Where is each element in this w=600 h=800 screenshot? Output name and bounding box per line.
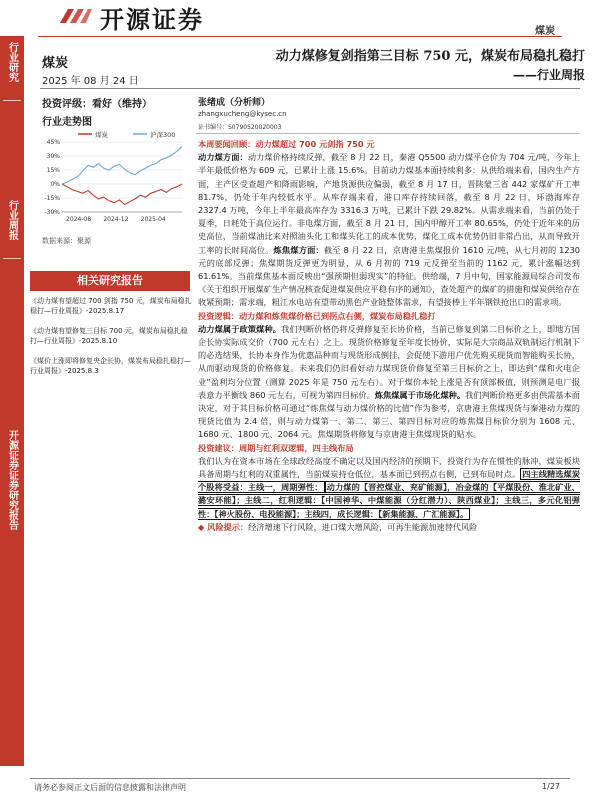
report-date: 2025 年 08 月 24 日 [42, 76, 139, 87]
related-reports-heading: 相关研究报告 [30, 271, 190, 291]
side-label-weekly [0, 200, 24, 244]
industry-trend-chart [38, 128, 186, 233]
industry-name: 煤炭 [42, 56, 69, 71]
side-label-text: 行业周报 [6, 200, 18, 240]
warning-icon: ◆ [198, 521, 208, 532]
y-tick-label: 30% [46, 153, 60, 160]
paragraph-text: 动力煤价格持续反弹，截至 8 月 22 日，秦港 Q5500 动力煤平仓价为 704 元/吨，今年上半年最低价格为 609 元，已累计上涨 15.6%。目前动力煤基本面持续利多：从供给端来看，国内生产方面，主产区受查超产和降雨影响，产地货源供应偏弱，截至 8 月 17 日，晋陕蒙三省 442 家煤矿开工率 81.7%，仍处于年内较低水平。从库存端来看，港口库存持续回落，截至 8 月 22 日，环渤海库存 2327.4 万吨，今年上半年最高库存为 3316.3 万吨，已累计下跌 29.82%。从需求端来看，当前仍处于夏季，日耗处于高位运行。非电煤方面，截至 8 月 21 日，国内甲醇开工率 80.65%，仍处于近年来的历史高位，当前煤油比来对照油头化工和煤头化工的成本优势，煤化工成本优势仍旧非常凸出，从而导致开工率的长时间高位。 [198, 152, 580, 255]
y-tick-label: 45% [46, 139, 60, 146]
industry-tag: 煤炭 [535, 26, 555, 37]
stock-picks-highlight: 四主线精选煤炭个股将受益：主线一，周期弹性： [198, 469, 580, 493]
brand-logo-icon [58, 3, 94, 29]
side-divider [3, 100, 21, 101]
side-label-text: 开源证券证券研究报告 [6, 430, 18, 530]
footer-rule [30, 778, 570, 779]
trend-chart-svg [38, 128, 186, 233]
analyst-cert: 证书编号：S0790520020003 [198, 124, 282, 131]
report-title: 动力煤修复剑指第三目标 750 元，煤炭布局稳扎稳打 [275, 49, 585, 64]
analyst-name: 张绪成（分析师） [198, 98, 271, 108]
y-tick-label: 0% [50, 181, 60, 188]
analyst-email[interactable]: zhangxucheng@kysec.cn [198, 110, 287, 118]
risk-lead: 风险提示： [207, 521, 249, 532]
legend-label: 煤炭 [95, 131, 108, 139]
paragraph-lead: 动力煤属于政策煤种。 [198, 323, 282, 334]
divider [196, 133, 580, 134]
chart-title: 行业走势图 [42, 117, 92, 128]
related-report-item[interactable]: 《煤价上涨即将修复央企长协，煤炭布局稳扎稳打—行业周报》-2025.8.3 [30, 357, 191, 375]
investment-rating: 投资评级：看好（维持） [42, 99, 152, 110]
x-tick-label: 2024-12 [103, 216, 129, 223]
chart-source: 数据来源：聚源 [42, 237, 91, 245]
series-line [62, 147, 182, 184]
section-heading: 本周要闻回顾：动力煤超过 700 元剑指 750 元 [198, 139, 375, 149]
side-divider [3, 258, 21, 259]
page-number: 1/27 [542, 782, 560, 791]
side-label-research [0, 42, 24, 86]
side-label-text: 行业研究 [6, 42, 18, 82]
section-heading: 投资逻辑：动力煤和炼焦煤价格已到拐点右侧，煤炭布局稳扎稳打 [198, 310, 436, 321]
related-report-item[interactable]: 《动力煤有望超过 700 剑指 750 元，煤炭布局稳扎稳打—行业周报》-2025.8.17 [30, 297, 192, 315]
footer-disclaimer: 请务必参阅正文后面的信息披露和法律声明 [34, 783, 186, 792]
header-rule [38, 36, 562, 37]
report-body [198, 138, 580, 534]
brand-name: 开源证券 [100, 6, 204, 34]
series-line [62, 184, 182, 205]
paragraph-text: 截至 8 月 22 日，京唐港主焦煤报价 1610 元/吨，从七月初的 1230 元的底部反弹；焦煤期货反弹更为明显，从 6 月初的 719 元反弹至当前的 1162 元，累计涨幅达到 61.61%。当前煤焦基本面反映出“强预期但弱现实”的特征。供给端，7 月中旬，国家能源局综合司发布《关于组织开展煤矿生产情况核查促进煤炭供应平稳有序的通知》，查处超产的煤矿的措施和煤炭供给存在收紧预期；需求端，粗江水电站有望带动黑色产业链整体需求，有望接棒上半年钢铁抢出口的需求项。 [198, 244, 580, 308]
risk-text: 经济增速下行风险，进口煤大增风险，可再生能源加速替代风险 [248, 521, 478, 532]
paragraph-lead: 动力煤方面： [198, 152, 248, 163]
y-tick-label: -15% [44, 195, 60, 202]
related-report-item[interactable]: 《动力煤有望修复三目标 700 元，煤炭布局稳扎稳打—行业周报》-2025.8.10 [30, 327, 188, 345]
y-tick-label: 15% [46, 167, 60, 174]
divider [40, 88, 580, 89]
x-tick-label: 2024-08 [66, 216, 92, 223]
paragraph-text: 我们判断价格仍将反弹修复至长协价格，当前已修复到第二目标价之上，即地方国企长协实际成交价（700 元左右）之上。现货价格修复至年度长协价，实际是大宗商品双轨制运行机制下的必选结果，长协本身作为优惠品种而与现货形成倒挂，会促使下游用户优先购买现货而智能购买长协，从而驱动现货的价格修复。未来我们仍旧看好动力煤现货价修复至第三目标价之上，即达到“煤和火电企业”盈利均分位置（测算 2025 年是 750 元左右）。对于煤价本轮上涨是否有顶部极值，则预测是电厂报表意力平衡线 860 元左右，可视为第四目标价。 [198, 323, 580, 400]
side-strip [0, 36, 24, 766]
paragraph-lead: 炼焦煤方面： [273, 244, 324, 255]
report-subtitle: ——行业周报 [512, 68, 585, 82]
legend-label: 沪深300 [150, 131, 176, 139]
paragraph-text: 我们认为在资本市场在全球政经高度不确定以及国内经济的预期下，投资行为存在惯性的脉冲，煤炭板块具备周期与红利的双重属性，当前煤炭持仓低位，基本面已到拐点右侧，已到布局时点。 [198, 455, 580, 480]
y-tick-label: -30% [44, 209, 60, 216]
x-tick-label: 2025-04 [140, 216, 166, 223]
paragraph-lead: 炼焦煤属于市场化煤种。 [374, 389, 466, 400]
section-heading: 投资建议：周期与红利双逻辑，四主线布局 [198, 442, 354, 453]
paragraph-text: 我们判断价格更多由供需基本面决定，对于其目标价格可通过“炼焦煤与动力煤价格的比值”作为参考，京唐港主焦煤现货与秦港动力煤的现货比值为 2.4 倍，则与动力煤第一、第二、第三、第四目标对应的炼焦煤目标价分别为 1608 元、1680 元、1800 元、2064 元。焦煤期货将修复与京唐港主焦煤现货的贴水。 [198, 389, 580, 440]
stock-picks-list: 动力煤的【晋控煤业、兖矿能源】，冶金煤的【平煤股份、淮北矿业、潞安环能】；主线二，红利逻辑：【中国神华、中煤能源（分红潜力）、陕西煤业】；主线三，多元化铝弹性：【神火股份、电投能源】；主线四，成长逻辑：【新集能源、广汇能源】。 [198, 482, 580, 519]
side-label-broker [0, 430, 24, 534]
